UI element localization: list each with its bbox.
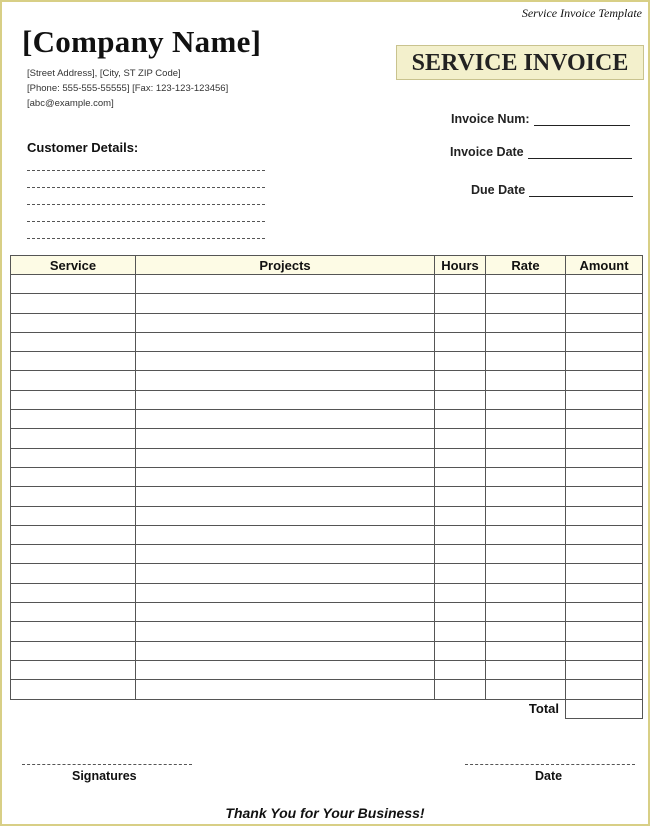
hours-cell[interactable] bbox=[435, 352, 486, 371]
amount-cell[interactable] bbox=[566, 487, 643, 506]
table-row bbox=[11, 313, 643, 332]
projects-cell[interactable] bbox=[136, 545, 435, 564]
table-row bbox=[11, 506, 643, 525]
amount-cell[interactable] bbox=[566, 371, 643, 390]
amount-cell[interactable] bbox=[566, 680, 643, 699]
hours-cell[interactable] bbox=[435, 564, 486, 583]
amount-cell[interactable] bbox=[566, 410, 643, 429]
amount-cell[interactable] bbox=[566, 660, 643, 679]
hours-cell[interactable] bbox=[435, 390, 486, 409]
hours-cell[interactable] bbox=[435, 371, 486, 390]
projects-cell[interactable] bbox=[136, 525, 435, 544]
rate-cell[interactable] bbox=[486, 487, 566, 506]
projects-cell[interactable] bbox=[136, 660, 435, 679]
rate-cell[interactable] bbox=[486, 429, 566, 448]
rate-cell[interactable] bbox=[486, 603, 566, 622]
projects-cell[interactable] bbox=[136, 275, 435, 294]
hours-cell[interactable] bbox=[435, 583, 486, 602]
service-cell[interactable] bbox=[11, 429, 136, 448]
table-row bbox=[11, 429, 643, 448]
amount-cell[interactable] bbox=[566, 352, 643, 371]
projects-cell[interactable] bbox=[136, 313, 435, 332]
hours-cell[interactable] bbox=[435, 429, 486, 448]
hours-cell[interactable] bbox=[435, 448, 486, 467]
company-phone-fax: [Phone: 555-555-55555] [Fax: 123-123-123456] bbox=[27, 83, 229, 94]
rate-cell[interactable] bbox=[486, 294, 566, 313]
col-header-service: Service bbox=[11, 256, 136, 275]
projects-cell[interactable] bbox=[136, 332, 435, 351]
table-row bbox=[11, 448, 643, 467]
rate-cell[interactable] bbox=[486, 641, 566, 660]
table-row bbox=[11, 467, 643, 486]
rate-cell[interactable] bbox=[486, 583, 566, 602]
hours-cell[interactable] bbox=[435, 545, 486, 564]
amount-cell[interactable] bbox=[566, 294, 643, 313]
rate-cell[interactable] bbox=[486, 371, 566, 390]
service-cell[interactable] bbox=[11, 487, 136, 506]
table-row bbox=[11, 371, 643, 390]
rate-cell[interactable] bbox=[486, 660, 566, 679]
table-body bbox=[11, 275, 643, 700]
service-cell[interactable] bbox=[11, 352, 136, 371]
table-row bbox=[11, 352, 643, 371]
projects-cell[interactable] bbox=[136, 622, 435, 641]
invoice-banner: SERVICE INVOICE bbox=[396, 45, 644, 80]
amount-cell[interactable] bbox=[566, 525, 643, 544]
hours-cell[interactable] bbox=[435, 603, 486, 622]
projects-cell[interactable] bbox=[136, 641, 435, 660]
hours-cell[interactable] bbox=[435, 332, 486, 351]
amount-cell[interactable] bbox=[566, 564, 643, 583]
service-cell[interactable] bbox=[11, 332, 136, 351]
invoice-num-line bbox=[534, 124, 630, 126]
total-label: Total bbox=[486, 699, 566, 718]
service-cell[interactable] bbox=[11, 583, 136, 602]
hours-cell[interactable] bbox=[435, 660, 486, 679]
hours-cell[interactable] bbox=[435, 525, 486, 544]
table-row bbox=[11, 564, 643, 583]
rate-cell[interactable] bbox=[486, 506, 566, 525]
template-title: Service Invoice Template bbox=[521, 6, 642, 20]
service-cell[interactable] bbox=[11, 467, 136, 486]
table-row bbox=[11, 583, 643, 602]
due-date-label: Due Date bbox=[471, 183, 526, 197]
table-row bbox=[11, 275, 643, 294]
amount-cell[interactable] bbox=[566, 467, 643, 486]
rate-cell[interactable] bbox=[486, 313, 566, 332]
customer-line bbox=[27, 221, 265, 222]
table-row bbox=[11, 410, 643, 429]
projects-cell[interactable] bbox=[136, 564, 435, 583]
table-row bbox=[11, 294, 643, 313]
amount-cell[interactable] bbox=[566, 622, 643, 641]
hours-cell[interactable] bbox=[435, 641, 486, 660]
invoice-date-line bbox=[528, 157, 632, 159]
projects-cell[interactable] bbox=[136, 352, 435, 371]
rate-cell[interactable] bbox=[486, 525, 566, 544]
projects-cell[interactable] bbox=[136, 390, 435, 409]
date-label: Date bbox=[535, 769, 563, 783]
projects-cell[interactable] bbox=[136, 448, 435, 467]
projects-cell[interactable] bbox=[136, 410, 435, 429]
service-cell[interactable] bbox=[11, 371, 136, 390]
service-cell[interactable] bbox=[11, 275, 136, 294]
customer-line bbox=[27, 238, 265, 239]
company-name: [Company Name] bbox=[22, 24, 262, 59]
amount-cell[interactable] bbox=[566, 429, 643, 448]
rate-cell[interactable] bbox=[486, 390, 566, 409]
company-address: [Street Address], [City, ST ZIP Code] bbox=[27, 68, 181, 79]
amount-cell[interactable] bbox=[566, 641, 643, 660]
rate-cell[interactable] bbox=[486, 332, 566, 351]
table-row bbox=[11, 332, 643, 351]
invoice-date-field bbox=[450, 145, 632, 159]
projects-cell[interactable] bbox=[136, 583, 435, 602]
service-cell[interactable] bbox=[11, 641, 136, 660]
service-cell[interactable] bbox=[11, 680, 136, 699]
projects-cell[interactable] bbox=[136, 429, 435, 448]
rate-cell[interactable] bbox=[486, 448, 566, 467]
signature-line bbox=[22, 764, 192, 765]
projects-cell[interactable] bbox=[136, 371, 435, 390]
amount-cell[interactable] bbox=[566, 583, 643, 602]
col-header-projects: Projects bbox=[136, 256, 435, 275]
signatures-label: Signatures bbox=[72, 769, 137, 783]
projects-cell[interactable] bbox=[136, 506, 435, 525]
hours-cell[interactable] bbox=[435, 622, 486, 641]
customer-line bbox=[27, 204, 265, 205]
hours-cell[interactable] bbox=[435, 680, 486, 699]
col-header-amount: Amount bbox=[566, 256, 643, 275]
table-row bbox=[11, 487, 643, 506]
total-spacer bbox=[435, 699, 486, 718]
hours-cell[interactable] bbox=[435, 313, 486, 332]
service-cell[interactable] bbox=[11, 448, 136, 467]
hours-cell[interactable] bbox=[435, 294, 486, 313]
due-date-field bbox=[471, 183, 633, 197]
rate-cell[interactable] bbox=[486, 680, 566, 699]
table-row bbox=[11, 680, 643, 699]
service-cell[interactable] bbox=[11, 410, 136, 429]
service-cell[interactable] bbox=[11, 390, 136, 409]
rate-cell[interactable] bbox=[486, 622, 566, 641]
table-row bbox=[11, 525, 643, 544]
table-row bbox=[11, 622, 643, 641]
company-email: [abc@example.com] bbox=[27, 98, 114, 109]
projects-cell[interactable] bbox=[136, 603, 435, 622]
service-cell[interactable] bbox=[11, 294, 136, 313]
table-row bbox=[11, 603, 643, 622]
col-header-rate: Rate bbox=[486, 256, 566, 275]
amount-cell[interactable] bbox=[566, 545, 643, 564]
hours-cell[interactable] bbox=[435, 410, 486, 429]
invoice-num-field bbox=[451, 112, 630, 126]
service-cell[interactable] bbox=[11, 525, 136, 544]
amount-cell[interactable] bbox=[566, 332, 643, 351]
col-header-hours: Hours bbox=[435, 256, 486, 275]
amount-cell[interactable] bbox=[566, 390, 643, 409]
table-row bbox=[11, 390, 643, 409]
service-cell[interactable] bbox=[11, 564, 136, 583]
customer-line bbox=[27, 187, 265, 188]
amount-cell[interactable] bbox=[566, 448, 643, 467]
service-cell[interactable] bbox=[11, 313, 136, 332]
service-cell[interactable] bbox=[11, 603, 136, 622]
invoice-date-label: Invoice Date bbox=[450, 145, 524, 159]
rate-cell[interactable] bbox=[486, 352, 566, 371]
rate-cell[interactable] bbox=[486, 467, 566, 486]
thank-you-message: Thank You for Your Business! bbox=[225, 805, 425, 821]
total-spacer bbox=[11, 699, 136, 718]
due-date-line bbox=[529, 195, 633, 197]
rate-cell[interactable] bbox=[486, 545, 566, 564]
service-cell[interactable] bbox=[11, 506, 136, 525]
total-amount-cell[interactable] bbox=[566, 699, 643, 718]
date-line bbox=[465, 764, 635, 765]
hours-cell[interactable] bbox=[435, 467, 486, 486]
service-cell[interactable] bbox=[11, 660, 136, 679]
service-cell[interactable] bbox=[11, 622, 136, 641]
customer-details-label: Customer Details: bbox=[27, 140, 139, 155]
hours-cell[interactable] bbox=[435, 275, 486, 294]
total-row bbox=[11, 699, 643, 718]
rate-cell[interactable] bbox=[486, 564, 566, 583]
amount-cell[interactable] bbox=[566, 603, 643, 622]
service-table bbox=[10, 255, 643, 719]
table-row bbox=[11, 641, 643, 660]
projects-cell[interactable] bbox=[136, 680, 435, 699]
table-row bbox=[11, 545, 643, 564]
total-spacer bbox=[136, 699, 435, 718]
service-cell[interactable] bbox=[11, 545, 136, 564]
rate-cell[interactable] bbox=[486, 410, 566, 429]
projects-cell[interactable] bbox=[136, 467, 435, 486]
projects-cell[interactable] bbox=[136, 487, 435, 506]
table-header-row bbox=[11, 256, 643, 275]
rate-cell[interactable] bbox=[486, 275, 566, 294]
hours-cell[interactable] bbox=[435, 506, 486, 525]
customer-line bbox=[27, 170, 265, 171]
amount-cell[interactable] bbox=[566, 275, 643, 294]
amount-cell[interactable] bbox=[566, 506, 643, 525]
projects-cell[interactable] bbox=[136, 294, 435, 313]
table-row bbox=[11, 660, 643, 679]
invoice-num-label: Invoice Num: bbox=[451, 112, 530, 126]
amount-cell[interactable] bbox=[566, 313, 643, 332]
hours-cell[interactable] bbox=[435, 487, 486, 506]
